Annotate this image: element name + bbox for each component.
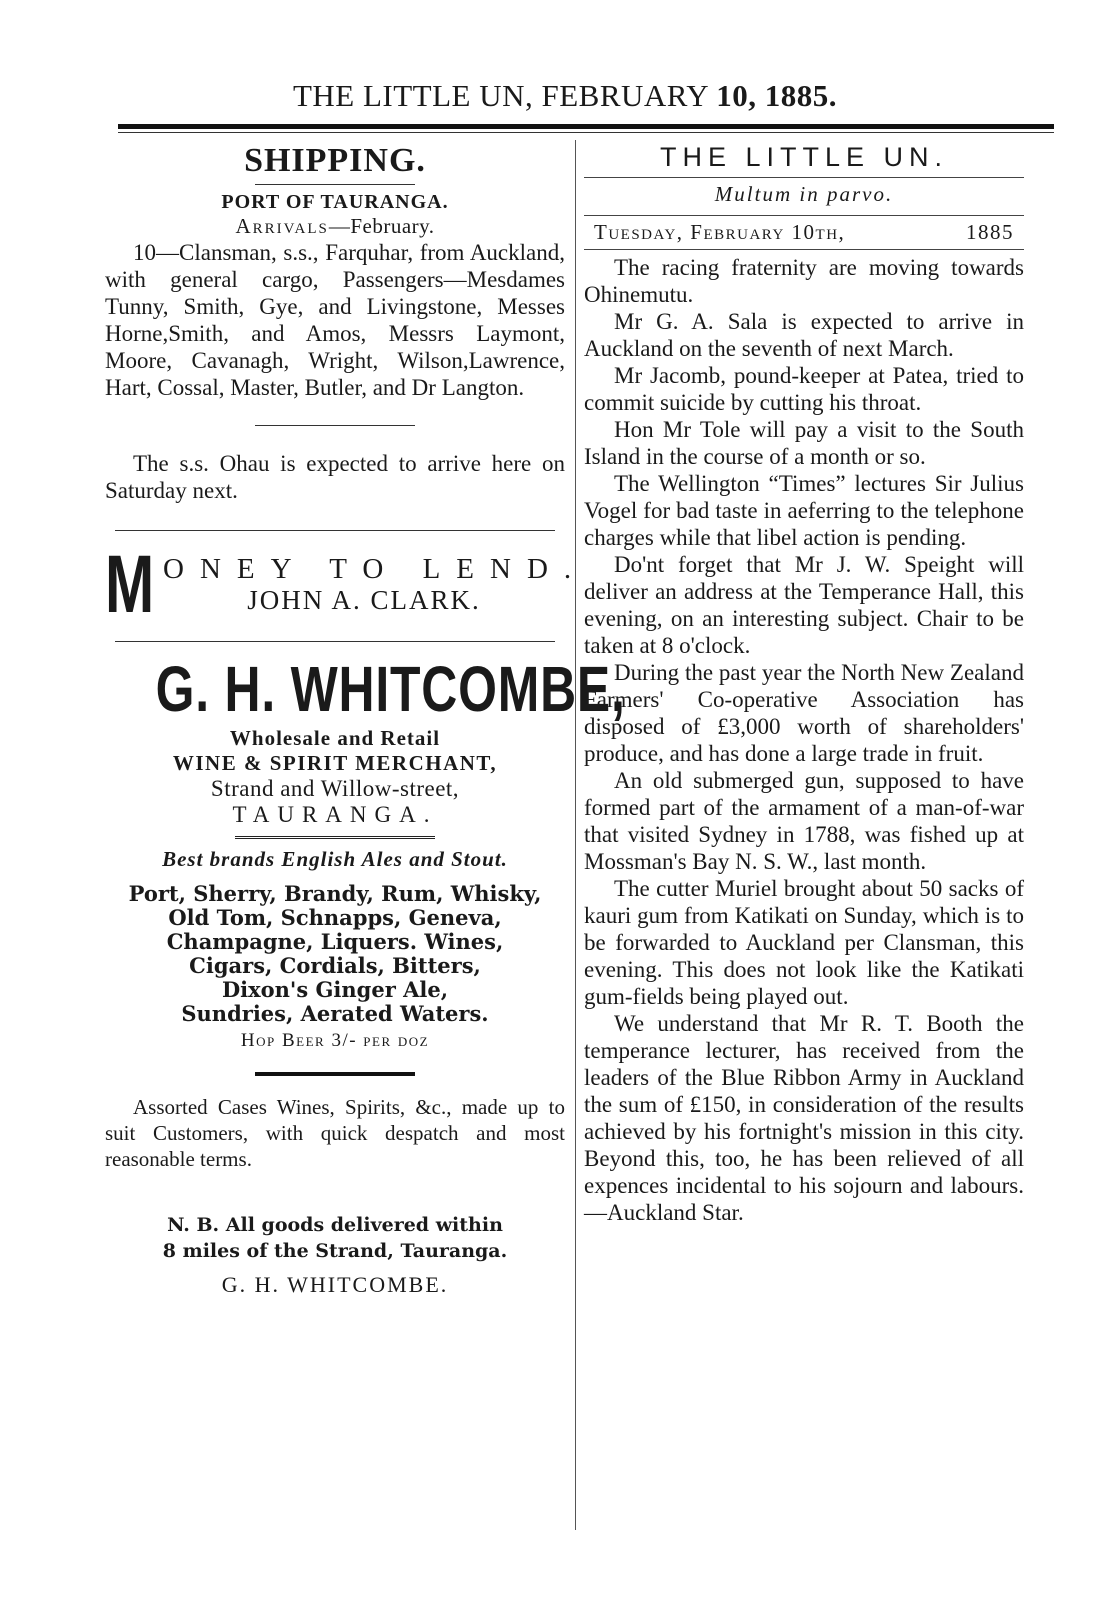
news-item: During the past year the North New Zealand Farmers' Co-operative Association has disposed of £3,000 worth of shareholders' produce, and has done a large trade in fruit. — [584, 660, 1024, 766]
money-line1: ONEY TO LEND. — [163, 553, 588, 585]
ohau-notice: The s.s. Ohau is expected to arrive here on Saturday next. — [105, 451, 565, 503]
news-items — [584, 254, 1024, 1226]
divider — [255, 425, 415, 426]
town: TAURANGA. — [232, 802, 438, 827]
news-item: The cutter Muriel brought about 50 sacks of kauri gum from Katikati on Sunday, which is to be forwarded to Auckland per Clansman, this evening. This does not look like the Katikati gum-fields being played out. — [584, 876, 1024, 1009]
arrivals-heading — [105, 214, 565, 239]
goods-line: Champagne, Liquers. Wines, — [166, 929, 504, 954]
news-item: Mr Jacomb, pound-keeper at Patea, tried to commit suicide by cutting his throat. — [584, 363, 1024, 415]
masthead-title: THE LITTLE UN, FEBRUARY — [292, 78, 709, 113]
goods-line: Port, Sherry, Brandy, Rum, Whisky, — [128, 881, 542, 906]
money-to-lend-ad — [105, 539, 588, 630]
wholesale-retail: Wholesale and Retail — [229, 726, 441, 750]
news-item: Mr G. A. Sala is expected to arrive in Auckland on the seventh of next March. — [584, 309, 1024, 361]
signoff: G. H. WHITCOMBE. — [221, 1272, 449, 1297]
goods-line: Old Tom, Schnapps, Geneva, — [168, 905, 502, 930]
arrivals-month: —February. — [328, 214, 435, 238]
masthead-date: 10, 1885. — [716, 78, 838, 113]
arrivals-label: Arrivals — [235, 214, 329, 238]
masthead — [110, 78, 1020, 114]
news-item: The racing fraternity are moving towards Ohinemutu. — [584, 255, 1024, 307]
divider — [255, 1072, 415, 1076]
divider — [584, 177, 1024, 178]
news-item: Do'nt forget that Mr J. W. Speight will deliver an address at the Temperance Hall, this evening, on an interesting subject. Chair to be taken at 8 o'clock. — [584, 552, 1024, 658]
hop-beer-price: Hop Beer 3/- per doz — [240, 1030, 430, 1051]
best-brands: Best brands English Ales and Stout. — [162, 847, 508, 871]
arrival-entry: 10—Clansman, s.s., Farquhar, from Auckland, with general cargo, Passengers—Mesdames Tunny, Smith, Gye, and Livingstone, Messes Horne,Smith, and Amos, Messrs Laymont, Moore, Cavanagh, Wright, Wilson,Lawrence, Hart, Cossal, Master, Butler, and Dr Langton. — [105, 240, 565, 400]
news-item: The Wellington “Times” lectures Sir Julius Vogel for bad taste in aeferring to the telephone charges while that libel action is pending. — [584, 471, 1024, 550]
money-line2: JOHN A. CLARK. — [247, 585, 481, 615]
news-item: Hon Mr Tole will pay a visit to the South Island in the course of a month or so. — [584, 417, 1024, 469]
ornamental-rule — [235, 836, 435, 839]
issue-date-year: 1885 — [966, 220, 1014, 244]
whitcombe-name: G. H. WHITCOMBE, — [155, 653, 626, 725]
masthead-rule-thick — [118, 124, 1054, 129]
column-divider — [575, 140, 576, 1530]
issue-date-day: Tuesday, February 10th, — [594, 220, 846, 244]
nb-line2: 8 miles of the Strand, Tauranga. — [162, 1240, 508, 1262]
divider — [115, 530, 555, 531]
goods-list — [105, 882, 565, 1026]
right-column — [584, 140, 1024, 1226]
divider — [584, 215, 1024, 216]
assorted-cases: Assorted Cases Wines, Spirits, &c., made up to suit Customers, with quick despatch and most reasonable terms. — [105, 1095, 565, 1171]
goods-line: Cigars, Cordials, Bitters, — [189, 953, 481, 978]
delivery-note — [105, 1212, 565, 1264]
merchant-title: WINE & SPIRIT MERCHANT, — [172, 751, 498, 775]
paper-title: THE LITTLE UN. — [659, 142, 949, 172]
goods-line: Dixon's Ginger Ale, — [221, 977, 449, 1002]
shipping-heading: SHIPPING. — [244, 142, 426, 179]
left-column — [105, 140, 626, 1298]
news-item: An old submerged gun, supposed to have formed part of the armament of a man-of-war that visited Sydney in 1788, was fished up at Mossman's Bay N. S. W., last month. — [584, 768, 1024, 874]
news-item: We understand that Mr R. T. Booth the temperance lecturer, has received from the leaders of the Blue Ribbon Army in Auckland the sum of £150, in consideration of the results achieved by his fortnight's mission in this city. Beyond this, too, he has been relieved of all expences incidental to his sojourn and labours.—Auckland Star. — [584, 1011, 1024, 1225]
goods-line: Sundries, Aerated Waters. — [181, 1001, 489, 1026]
issue-date — [584, 220, 1024, 245]
drop-cap: M — [105, 539, 155, 630]
divider — [255, 184, 415, 185]
masthead-rule-thin — [118, 132, 1054, 133]
divider — [115, 641, 555, 642]
divider — [584, 249, 1024, 250]
motto: Multum in parvo. — [714, 182, 894, 206]
port-heading: PORT OF TAURANGA. — [221, 191, 449, 213]
nb-line1: N. B. All goods delivered within — [167, 1214, 503, 1236]
address: Strand and Willow-street, — [210, 776, 460, 801]
